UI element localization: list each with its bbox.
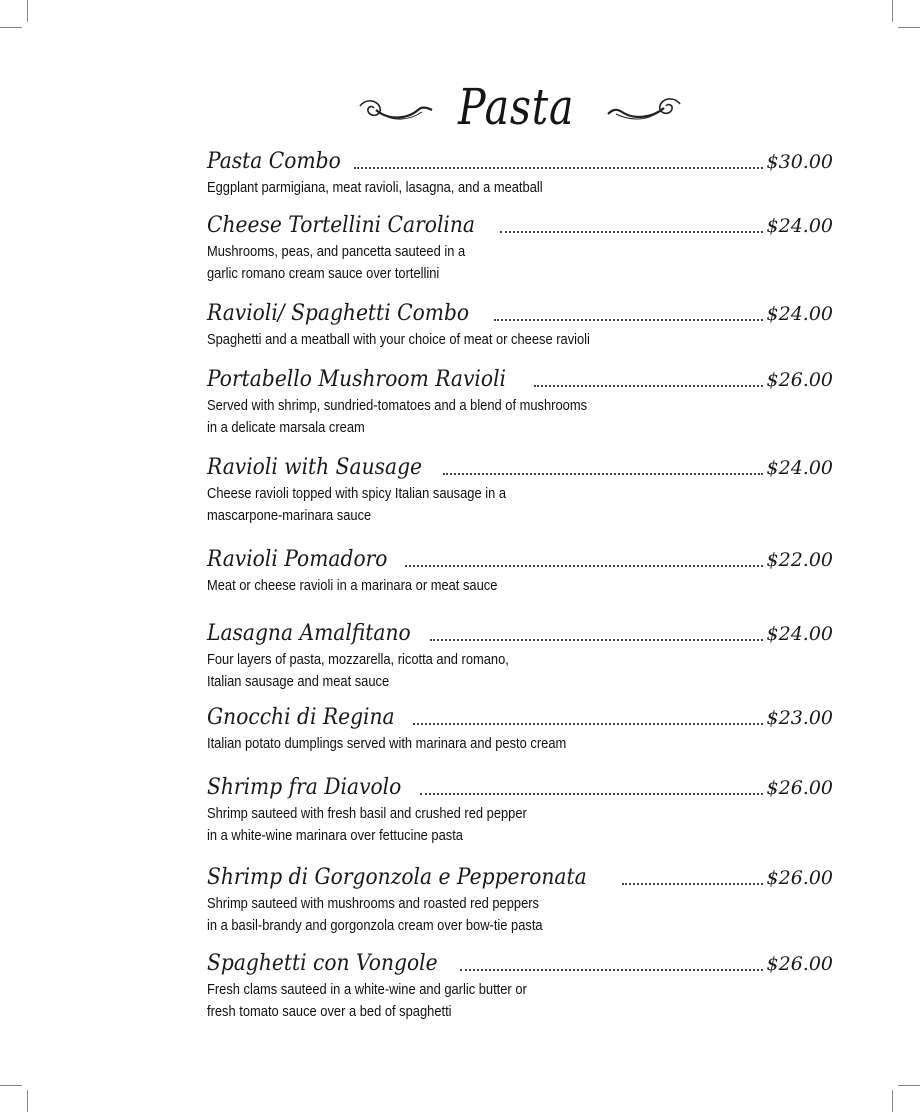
dot-leader [534, 385, 762, 387]
menu-item [207, 207, 833, 285]
crop-mark [0, 27, 22, 28]
crop-mark [898, 27, 920, 28]
crop-mark [892, 0, 893, 22]
dish-description: Fresh clams sauteed in a white-wine and garlic butter or [207, 981, 527, 998]
dot-leader [420, 793, 762, 795]
dish-description: Served with shrimp, sundried-tomatoes and a blend of mushrooms [207, 397, 588, 414]
dot-leader [413, 723, 763, 725]
menu-item [207, 449, 833, 527]
dish-description: Italian sausage and meat sauce [207, 673, 390, 690]
dish-description: Shrimp sauteed with fresh basil and crushed red pepper [207, 805, 527, 822]
dish-description: Shrimp sauteed with mushrooms and roasted red peppers [207, 895, 540, 912]
dish-description: Italian potato dumplings served with marinara and pesto cream [207, 735, 567, 752]
page-title: Pasta [458, 78, 575, 136]
dish-name: Cheese Tortellini Carolina [207, 213, 476, 238]
crop-mark [27, 1090, 28, 1112]
dish-price: $26.00 [766, 953, 833, 975]
dish-description: Eggplant parmigiana, meat ravioli, lasagna, and a meatball [207, 179, 543, 196]
crop-mark [27, 0, 28, 22]
dish-price: $30.00 [766, 151, 833, 173]
dish-price: $22.00 [766, 549, 833, 571]
dish-price: $24.00 [766, 623, 833, 645]
dot-leader [354, 167, 762, 169]
dish-name: Ravioli/ Spaghetti Combo [207, 301, 470, 326]
dish-price: $26.00 [766, 369, 833, 391]
dish-name: Portabello Mushroom Ravioli [207, 367, 507, 392]
right-flourish-ornament [604, 96, 684, 126]
dish-name: Gnocchi di Regina [207, 705, 395, 730]
dish-name: Lasagna Amalfitano [207, 621, 411, 646]
dot-leader [430, 639, 762, 641]
menu-item [207, 541, 833, 597]
dish-name: Ravioli Pomadoro [207, 547, 388, 572]
left-flourish-ornament [356, 96, 436, 126]
dish-price: $24.00 [766, 303, 833, 325]
menu-header [0, 76, 920, 146]
dish-description: in a basil-brandy and gorgonzola cream over bow-tie pasta [207, 917, 543, 934]
dot-leader [494, 319, 763, 321]
dish-name: Pasta Combo [207, 149, 341, 174]
crop-mark [892, 1090, 893, 1112]
crop-mark [898, 1085, 920, 1086]
dot-leader [405, 565, 762, 567]
dish-price: $26.00 [766, 867, 833, 889]
dot-leader [500, 231, 762, 233]
dish-name: Shrimp fra Diavolo [207, 775, 402, 800]
menu-item [207, 295, 833, 351]
menu-item [207, 769, 833, 847]
dish-description: mascarpone-marinara sauce [207, 507, 372, 524]
dish-price: $23.00 [766, 707, 833, 729]
dish-description: Meat or cheese ravioli in a marinara or meat sauce [207, 577, 498, 594]
menu-item [207, 615, 833, 693]
dot-leader [443, 473, 763, 475]
dot-leader [460, 969, 763, 971]
crop-mark [0, 1085, 22, 1086]
dish-description: garlic romano cream sauce over tortellini [207, 265, 440, 282]
dish-price: $26.00 [766, 777, 833, 799]
dish-price: $24.00 [766, 457, 833, 479]
dish-description: in a white-wine marinara over fettucine pasta [207, 827, 463, 844]
dot-leader [622, 883, 763, 885]
dish-price: $24.00 [766, 215, 833, 237]
dish-description: Mushrooms, peas, and pancetta sauteed in a [207, 243, 466, 260]
menu-item [207, 859, 833, 937]
dish-name: Shrimp di Gorgonzola e Pepperonata [207, 865, 587, 890]
dish-description: fresh tomato sauce over a bed of spaghetti [207, 1003, 452, 1020]
dish-description: Spaghetti and a meatball with your choice of meat or cheese ravioli [207, 331, 590, 348]
dish-description: Four layers of pasta, mozzarella, ricotta and romano, [207, 651, 509, 668]
dish-name: Spaghetti con Vongole [207, 951, 438, 976]
menu-item [207, 143, 833, 199]
menu-item [207, 699, 833, 755]
dish-description: Cheese ravioli topped with spicy Italian sausage in a [207, 485, 507, 502]
menu-item [207, 945, 833, 1023]
menu-item [207, 361, 833, 439]
dish-name: Ravioli with Sausage [207, 455, 423, 480]
dish-description: in a delicate marsala cream [207, 419, 365, 436]
